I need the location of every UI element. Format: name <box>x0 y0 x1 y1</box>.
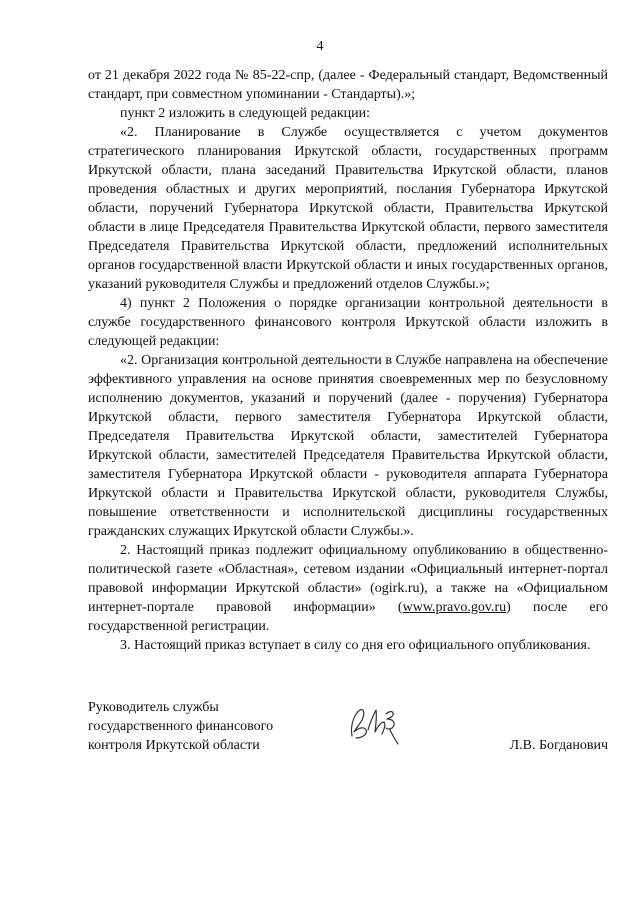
paragraph-publication <box>88 541 608 636</box>
signature-block <box>88 698 608 758</box>
paragraph-entry-into-force: 3. Настоящий приказ вступает в силу со дня его официального опубликования. <box>120 638 591 653</box>
page-number: 4 <box>316 39 324 54</box>
signer-title-line: Руководитель службы <box>88 700 219 715</box>
paragraph-point-2-intro: пункт 2 изложить в следующей редакции: <box>120 106 370 121</box>
publication-text-end: ) после его государственной регистрации. <box>88 600 608 634</box>
signer-title <box>88 698 328 755</box>
signer-title-line: государственного финансового <box>88 719 274 734</box>
paragraph-control-activity: «2. Организация контрольной деятельности в Службе направлена на обеспечение эффективного управления на основе принятия своевременных мер по безусловному исполнению документов, указаний и поручений (далее - поручения) Губернатора Иркутской области, первого заместителя Губернатора Иркутской области, Председателя Правительства Иркутской области, заместителей Губернатора Иркутской области, заместителей Председателя Правительства Иркутской области, заместителя Губернатора Иркутской области - руководителя аппарата Губернатора Иркутской области и Правительства Иркутской области, руководителя Службы, повышение ответственности и исполнительской дисциплины государственных гражданских служащих Иркутской области Службы.». <box>88 353 608 539</box>
handwritten-signature <box>346 700 408 750</box>
document-body <box>88 66 608 655</box>
pravo-gov-link[interactable]: www.pravo.gov.ru <box>402 600 507 615</box>
signer-name: Л.В. Богданович <box>509 738 608 753</box>
signer-title-line: контроля Иркутской области <box>88 738 260 753</box>
publication-text: 2. Настоящий приказ подлежит официальному опубликованию в общественно-политической газете «Областная», сетевом издании «Официальный интернет-портал правовой информации Иркутской области» (ogirk.ru), а также на «Официальном интернет-портале правовой информации» ( <box>88 543 608 615</box>
paragraph-planning: «2. Планирование в Службе осуществляется с учетом документов стратегического планирования Иркутской области, государственных программ Иркутской области, плана заседаний Правительства Иркутской области, планов проведения областных и других мероприятий, послания Губернатора Иркутской области, поручений Губернатора Иркутской области, Правительства Иркутской области в лице Председателя Правительства Иркутской области, первого заместителя Председателя Правительства Иркутской области, предложений исполнительных органов государственной власти Иркутской области и иных государственных органов, указаний руководителя Службы и предложений отделов Службы.»; <box>88 125 608 292</box>
paragraph-standards-definition: от 21 декабря 2022 года № 85-22-спр, (далее - Федеральный стандарт, Ведомственный стандарт, при совместном упоминании - Стандарты).»; <box>88 68 608 102</box>
paragraph-point-4-intro: 4) пункт 2 Положения о порядке организации контрольной деятельности в службе государственного финансового контроля Иркутской области изложить в следующей редакции: <box>88 296 608 349</box>
